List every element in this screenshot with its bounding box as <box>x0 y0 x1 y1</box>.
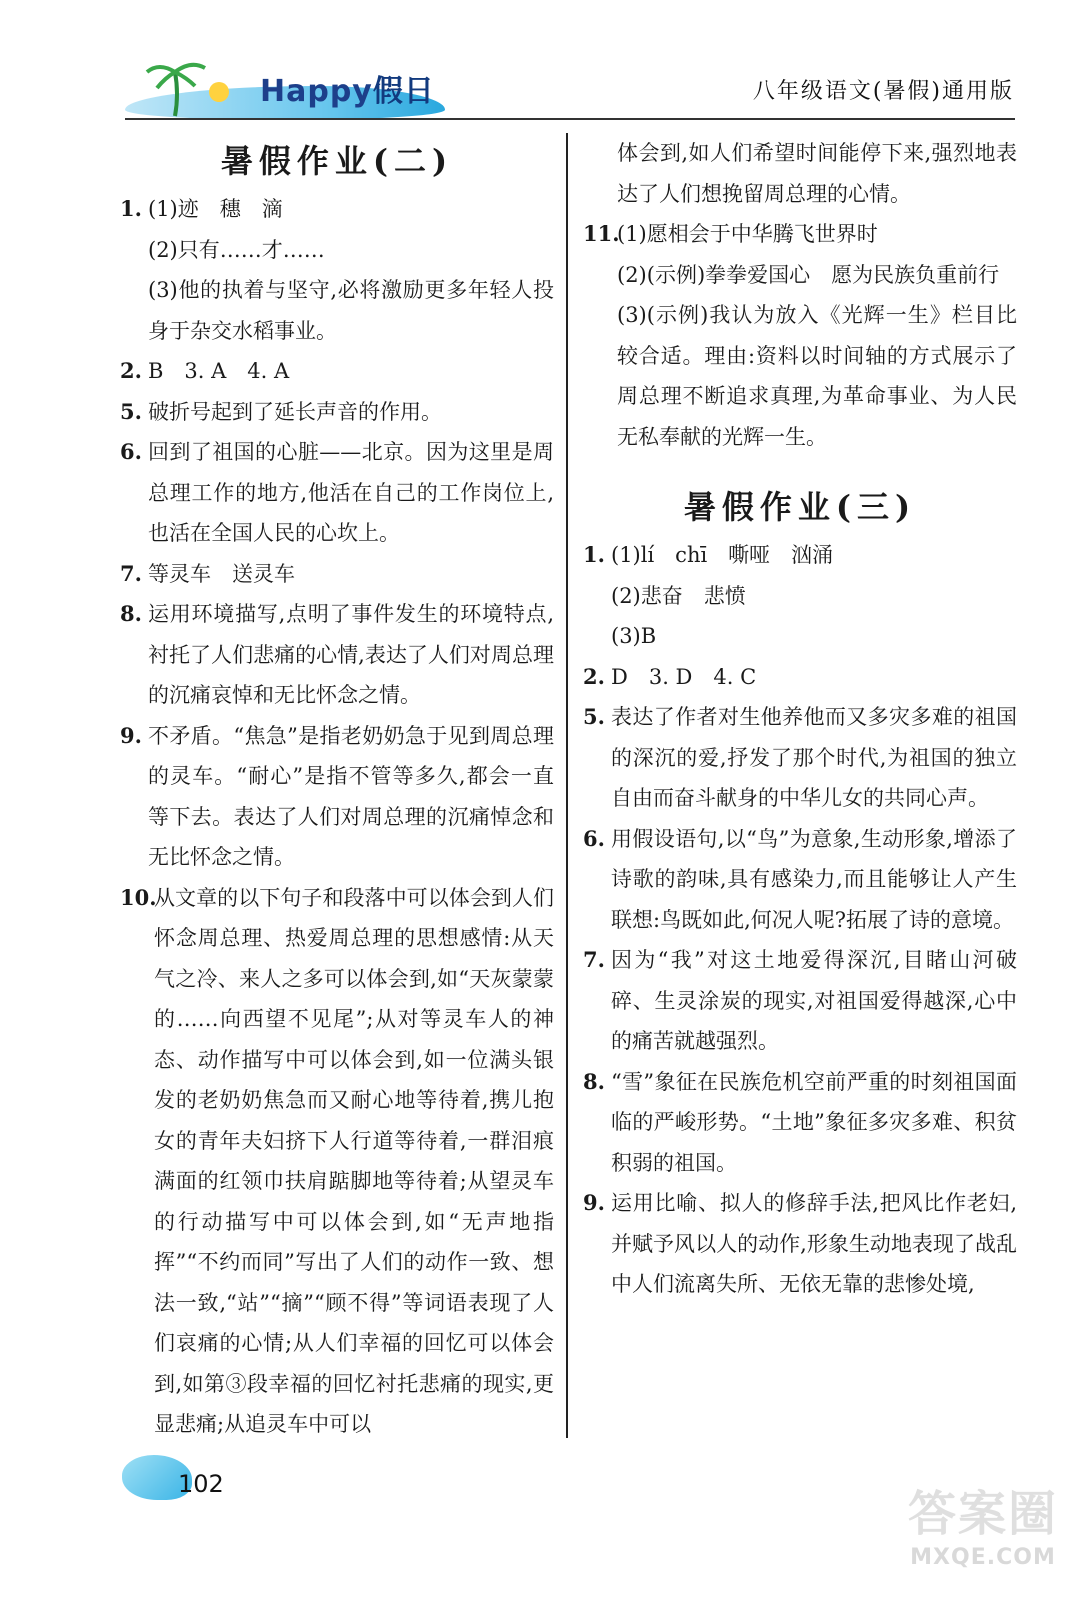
answer-number: 10. <box>120 884 157 910</box>
watermark-url: MXQE.COM <box>910 1545 1056 1570</box>
answer-subline: (1)迹 穗 滴 <box>148 197 283 221</box>
happy-holiday-logo <box>125 58 445 122</box>
answer-subline: (3)B <box>611 624 657 648</box>
answer-text: 回到了祖国的心脏——北京。因为这里是周总理工作的地方,他活在自己的工作岗位上,也活在全国人民的心坎上。 <box>148 440 554 545</box>
answer-item <box>583 535 1017 657</box>
header-divider <box>125 118 1015 120</box>
column-divider <box>566 133 568 1438</box>
answer-number: 9. <box>583 1190 605 1215</box>
answer-item <box>583 657 1017 698</box>
answer-text: 等灵车 送灵车 <box>148 561 295 586</box>
answer-text: 因为“我”对这土地爱得深沉,目睹山河破碎、生灵涂炭的现实,对祖国爱得越深,心中的痛苦就越强烈。 <box>611 948 1017 1053</box>
answer-item <box>120 716 554 878</box>
left-column <box>120 133 554 1445</box>
answer-text: 从文章的以下句子和段落中可以体会到人们怀念周总理、热爱周总理的思想感情:从天气之冷、来人之多可以体会到,如“天灰蒙蒙的……向西望不见尾”;从对等灵车人的神态、动作描写中可以体会到,如一位满头银发的老奶奶焦急而又耐心地等待着,携儿抱女的青年夫妇挤下人行道等待着,一群泪痕满面的红领巾扶肩踮脚地等待着;从望灵车的行动描写中可以体会到,如“无声地指挥”“不约而同”写出了人们的动作一致、想法一致,“站”“摘”“顾不得”等词语表现了人们哀痛的心情;从人们幸福的回忆可以体会到,如第③段幸福的回忆衬托悲痛的现实,更显悲痛;从追灵车中可以 <box>154 885 554 1436</box>
answer-number: 2. <box>583 663 605 689</box>
answer-item <box>583 819 1017 941</box>
answer-number: 9. <box>120 722 142 748</box>
answer-number: 6. <box>120 439 142 464</box>
answer-text: D 3. D 4. C <box>611 664 757 689</box>
answer-number: 1. <box>583 542 605 567</box>
continued-text <box>583 133 1017 214</box>
answer-text: B 3. A 4. A <box>148 359 290 383</box>
logo-text <box>260 66 435 110</box>
answer-text: 不矛盾。“焦急”是指老奶奶急于见到周总理的灵车。“耐心”是指不管等多久,都会一直等下去。表达了人们对周总理的沉痛悼念和无比怀念之情。 <box>148 723 554 869</box>
answer-subline: (3)他的执着与坚守,必将激励更多年轻人投身于杂交水稻事业。 <box>148 278 554 343</box>
answer-item <box>583 214 1017 457</box>
section-title-3: 暑假作业(三) <box>683 488 917 526</box>
answer-number: 8. <box>120 601 142 626</box>
answer-number: 11. <box>583 221 620 246</box>
watermark-text: 答案圈 <box>907 1486 1058 1542</box>
right-answer-list <box>583 535 1017 1305</box>
answer-item <box>120 189 554 351</box>
answer-item <box>120 392 554 433</box>
answer-item <box>583 1183 1017 1305</box>
answer-subline: (1)lí chī 嘶哑 汹涌 <box>611 543 834 567</box>
continued-text-content: 体会到,如人们希望时间能停下来,强烈地表达了人们想挽留周总理的心情。 <box>617 141 1017 206</box>
answer-text: 用假设语句,以“鸟”为意象,生动形象,增添了诗歌的韵味,具有感染力,而且能够让人产生联想:鸟既如此,何况人呢?拓展了诗的意境。 <box>611 826 1017 932</box>
answer-text: 运用比喻、拟人的修辞手法,把风比作老妇,并赋予风以人的动作,形象生动地表现了战乱中人们流离失所、无依无靠的悲惨处境, <box>611 1191 1017 1296</box>
answer-number: 1. <box>120 196 142 221</box>
answer-number: 7. <box>120 560 142 586</box>
answer-number: 8. <box>583 1068 605 1094</box>
answer-subline: (2)只有……才…… <box>148 237 325 262</box>
answer-item <box>583 697 1017 819</box>
answer-text: “雪”象征在民族危机空前严重的时刻祖国面临的严峻形势。“土地”象征多灾多难、积贫积弱的祖国。 <box>611 1069 1017 1175</box>
answer-text: 破折号起到了延长声音的作用。 <box>148 399 442 424</box>
answer-text: 运用环境描写,点明了事件发生的环境特点,衬托了人们悲痛的心情,表达了人们对周总理的沉痛哀悼和无比怀念之情。 <box>148 602 554 707</box>
watermark-logo <box>898 1455 1068 1595</box>
answer-item <box>583 1062 1017 1184</box>
left-answer-list <box>120 189 554 1445</box>
answer-item <box>120 432 554 554</box>
answer-item <box>120 351 554 392</box>
page-footer <box>0 1450 1088 1600</box>
logo-cn-text: 假日 <box>372 74 435 109</box>
answer-item <box>583 940 1017 1062</box>
page-header <box>0 0 1088 125</box>
answer-number: 7. <box>583 947 605 972</box>
section-title-2: 暑假作业(二) <box>220 142 454 180</box>
page-number: 102 <box>178 1470 224 1498</box>
right-column <box>583 133 1017 1305</box>
answer-text: 表达了作者对生他养他而又多灾多难的祖国的深沉的爱,抒发了那个时代,为祖国的独立自由而奋斗献身的中华儿女的共同心声。 <box>611 705 1017 810</box>
logo-happy-text: Happy <box>260 74 373 109</box>
palm-tree-icon <box>145 58 235 118</box>
answer-item <box>120 554 554 595</box>
answer-number: 5. <box>583 704 605 729</box>
answer-subline: (2)(示例)拳拳爱国心 愿为民族负重前行 <box>617 262 1000 287</box>
answer-number: 2. <box>120 358 142 383</box>
answer-number: 6. <box>583 825 605 851</box>
answer-item <box>120 594 554 716</box>
answer-subline: (1)愿相会于中华腾飞世界时 <box>617 222 878 246</box>
edition-label: 八年级语文(暑假)通用版 <box>752 79 1014 104</box>
answer-number: 5. <box>120 398 142 424</box>
answer-subline: (3)(示例)我认为放入《光辉一生》栏目比较合适。理由:资料以时间轴的方式展示了周总理不断追求真理,为革命事业、为人民无私奉献的光辉一生。 <box>617 303 1017 449</box>
answer-item <box>120 878 554 1445</box>
right-answer-list-top <box>583 214 1017 457</box>
answer-subline: (2)悲奋 悲愤 <box>611 583 746 608</box>
